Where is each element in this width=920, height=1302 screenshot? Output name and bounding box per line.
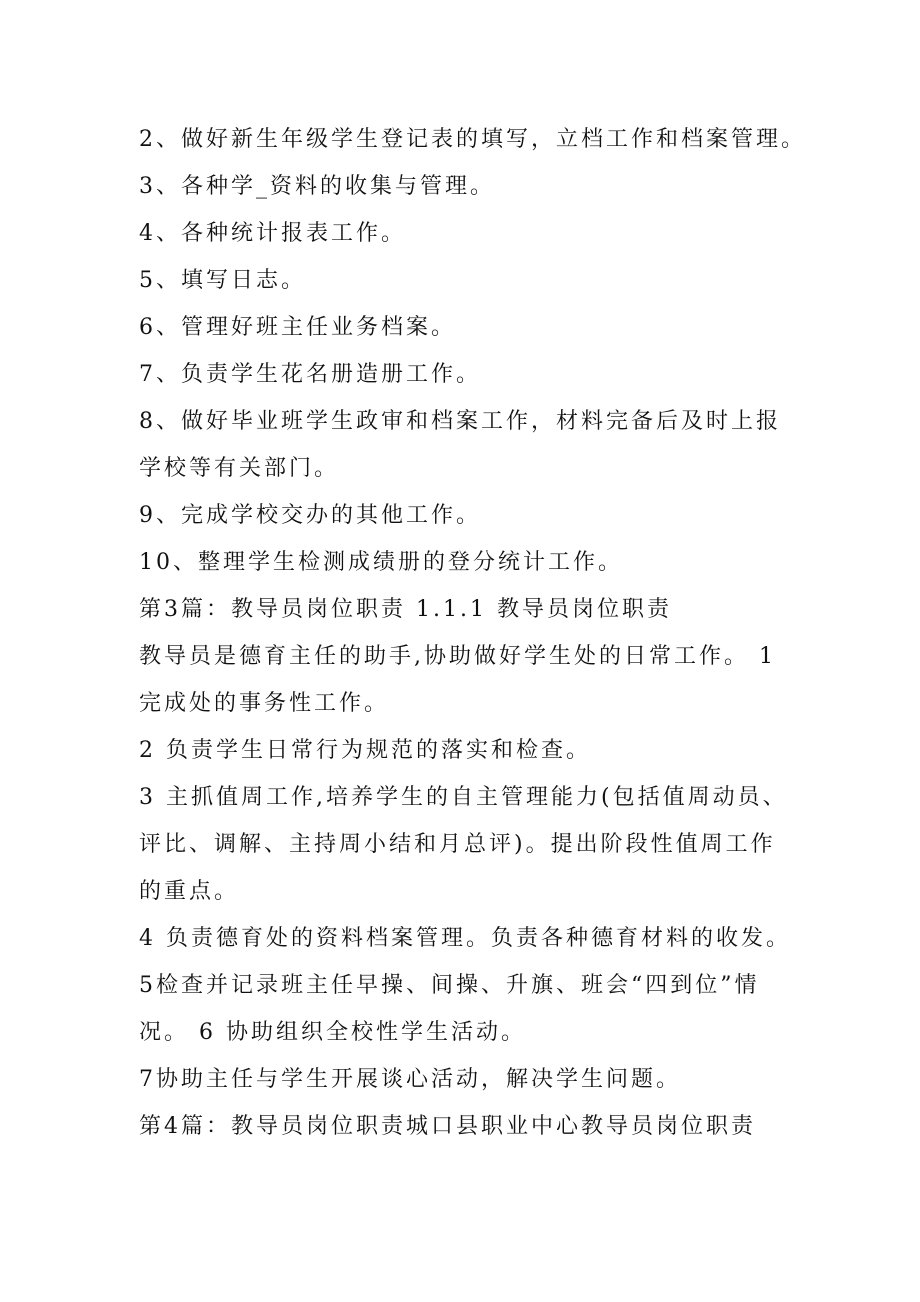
- text-line: 评比、调解、主持周小结和月总评)。提出阶段性值周工作: [139, 832, 776, 857]
- text-line: 3 主抓值周工作,培养学生的自主管理能力(包括值周动员、: [139, 785, 788, 810]
- text-line: 2 负责学生日常行为规范的落实和检查。: [139, 738, 591, 763]
- text-line: 的重点。: [139, 879, 240, 904]
- text-line: 6、管理好班主任业务档案。: [139, 315, 456, 340]
- section-heading: 第4篇：教导员岗位职责城口县职业中心教导员岗位职责: [139, 1114, 756, 1139]
- document-body: [139, 116, 819, 1150]
- text-line: 7、负责学生花名册造册工作。: [139, 362, 481, 387]
- text-line: 3、各种学_资料的收集与管理。: [139, 174, 495, 199]
- text-line: 7协助主任与学生开展谈心活动，解决学生问题。: [139, 1067, 681, 1092]
- text-line: 教导员是德育主任的助手,协助做好学生处的日常工作。 1: [139, 644, 776, 669]
- section-heading: 第3篇：教导员岗位职责 1.1.1 教导员岗位职责: [139, 597, 672, 622]
- text-line: 4 负责德育处的资料档案管理。负责各种德育材料的收发。: [139, 926, 791, 951]
- text-line: 5、填写日志。: [139, 268, 306, 293]
- text-line: 10、整理学生检测成绩册的登分统计工作。: [139, 550, 623, 575]
- text-line: 9、完成学校交办的其他工作。: [139, 503, 481, 528]
- text-line: 学校等有关部门。: [139, 456, 340, 481]
- text-line: 4、各种统计报表工作。: [139, 221, 406, 246]
- text-line: 5检查并记录班主任早操、间操、升旗、班会“四到位”情: [139, 973, 760, 998]
- text-line: 2、做好新生年级学生登记表的填写，立档工作和档案管理。: [139, 127, 806, 152]
- text-line: 完成处的事务性工作。: [139, 691, 390, 716]
- text-line: 况。 6 协助组织全校性学生活动。: [139, 1020, 526, 1045]
- text-line: 8、做好毕业班学生政审和档案工作，材料完备后及时上报: [139, 409, 781, 434]
